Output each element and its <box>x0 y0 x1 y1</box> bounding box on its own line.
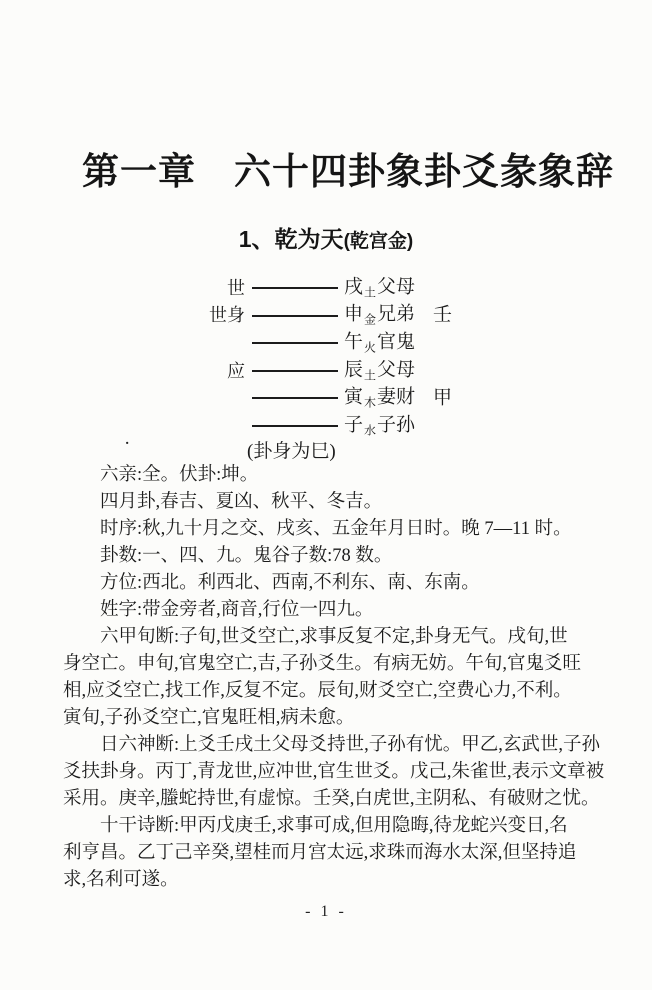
body-line: 时序:秋,九十月之交、戌亥、五金年月日时。晚 7—11 时。 <box>100 519 572 539</box>
branch-label: 午 <box>344 331 364 353</box>
yao-text <box>344 388 415 409</box>
body-line: 四月卦,春吉、夏凶、秋平、冬吉。 <box>100 492 383 512</box>
yang-line <box>252 315 338 317</box>
section-title <box>0 221 652 254</box>
stem-label: 甲 <box>433 387 453 409</box>
body-line: 卦数:一、四、九。鬼谷子数:78 数。 <box>100 546 393 566</box>
body-line: 十干诗断:甲丙戊庚壬,求事可成,但用隐晦,待龙蛇兴变日,名 <box>100 816 568 836</box>
hexagram-row <box>0 384 652 412</box>
relation-label: 兄弟 <box>377 303 416 325</box>
body-line: 爻扶卦身。丙丁,青龙世,应冲世,官生世爻。戊己,朱雀世,表示文章被 <box>63 762 605 782</box>
body-text <box>63 462 603 894</box>
yao-marker: 应 <box>227 360 245 381</box>
relation-label: 父母 <box>377 276 416 298</box>
yang-line <box>252 425 338 427</box>
body-line: 六亲:全。伏卦:坤。 <box>100 465 259 485</box>
chapter-title: 第一章 六十四卦象卦爻彖象辞 <box>82 151 614 192</box>
body-line: 身空亡。申旬,官鬼空亡,吉,子孙爻生。有病无妨。午旬,官鬼爻旺 <box>63 654 582 674</box>
body-line: 相,应爻空亡,找工作,反复不定。辰旬,财爻空亡,空费心力,不利。 <box>63 681 572 701</box>
yang-line <box>252 342 338 344</box>
element-label: 水 <box>364 423 377 438</box>
page-number: - 1 - <box>305 903 347 920</box>
relation-label: 妻财 <box>377 386 416 408</box>
hexagram-diagram <box>0 274 652 440</box>
body-line: 姓字:带金旁者,商音,行位一四九。 <box>100 600 374 620</box>
element-label: 火 <box>364 340 377 355</box>
hexagram-row <box>0 329 652 357</box>
relation-label: 父母 <box>377 359 416 381</box>
print-dot: · <box>124 433 131 454</box>
element-label: 金 <box>364 312 377 327</box>
body-line: 采用。庚辛,螣蛇持世,有虚惊。壬癸,白虎世,主阴私、有破财之忧。 <box>63 789 600 809</box>
yang-line <box>252 287 338 289</box>
yang-line <box>252 397 338 399</box>
yao-marker: 世身 <box>209 305 245 326</box>
stem-label: 壬 <box>433 304 453 326</box>
body-line: 六甲旬断:子旬,世爻空亡,求事反复不定,卦身无气。戌旬,世 <box>100 627 568 647</box>
branch-label: 寅 <box>344 386 364 408</box>
yao-text <box>344 332 415 353</box>
branch-label: 辰 <box>344 359 364 381</box>
hexagram-row <box>0 302 652 330</box>
hexagram-row <box>0 274 652 302</box>
yao-marker: 世 <box>227 277 245 298</box>
branch-label: 戌 <box>344 276 364 298</box>
body-line: 求,名利可遂。 <box>63 870 179 890</box>
hexagram-row <box>0 357 652 385</box>
body-line: 寅旬,子孙爻空亡,官鬼旺相,病未愈。 <box>63 708 355 728</box>
yang-line <box>252 370 338 372</box>
yao-text <box>344 305 415 326</box>
relation-label: 官鬼 <box>377 331 416 353</box>
body-line: 利亨昌。乙丁己辛癸,望桂而月宫太远,求珠而海水太深,但坚持追 <box>63 843 577 863</box>
hexagram-body-note: (卦身为巳) <box>247 441 336 462</box>
element-label: 木 <box>364 395 377 410</box>
yao-text <box>344 277 415 298</box>
yao-text <box>344 415 415 436</box>
body-line: 方位:西北。利西北、西南,不利东、南、东南。 <box>100 573 480 593</box>
relation-label: 子孙 <box>377 414 416 436</box>
section-title-main: 1、乾为天 <box>238 226 344 252</box>
section-title-subtitle: (乾宫金) <box>343 231 414 252</box>
branch-label: 申 <box>344 303 364 325</box>
body-line: 日六神断:上爻壬戌土父母爻持世,子孙有忧。甲乙,玄武世,子孙 <box>100 735 601 755</box>
element-label: 土 <box>364 368 377 383</box>
yao-text <box>344 360 415 381</box>
element-label: 土 <box>364 285 377 300</box>
branch-label: 子 <box>344 414 364 436</box>
